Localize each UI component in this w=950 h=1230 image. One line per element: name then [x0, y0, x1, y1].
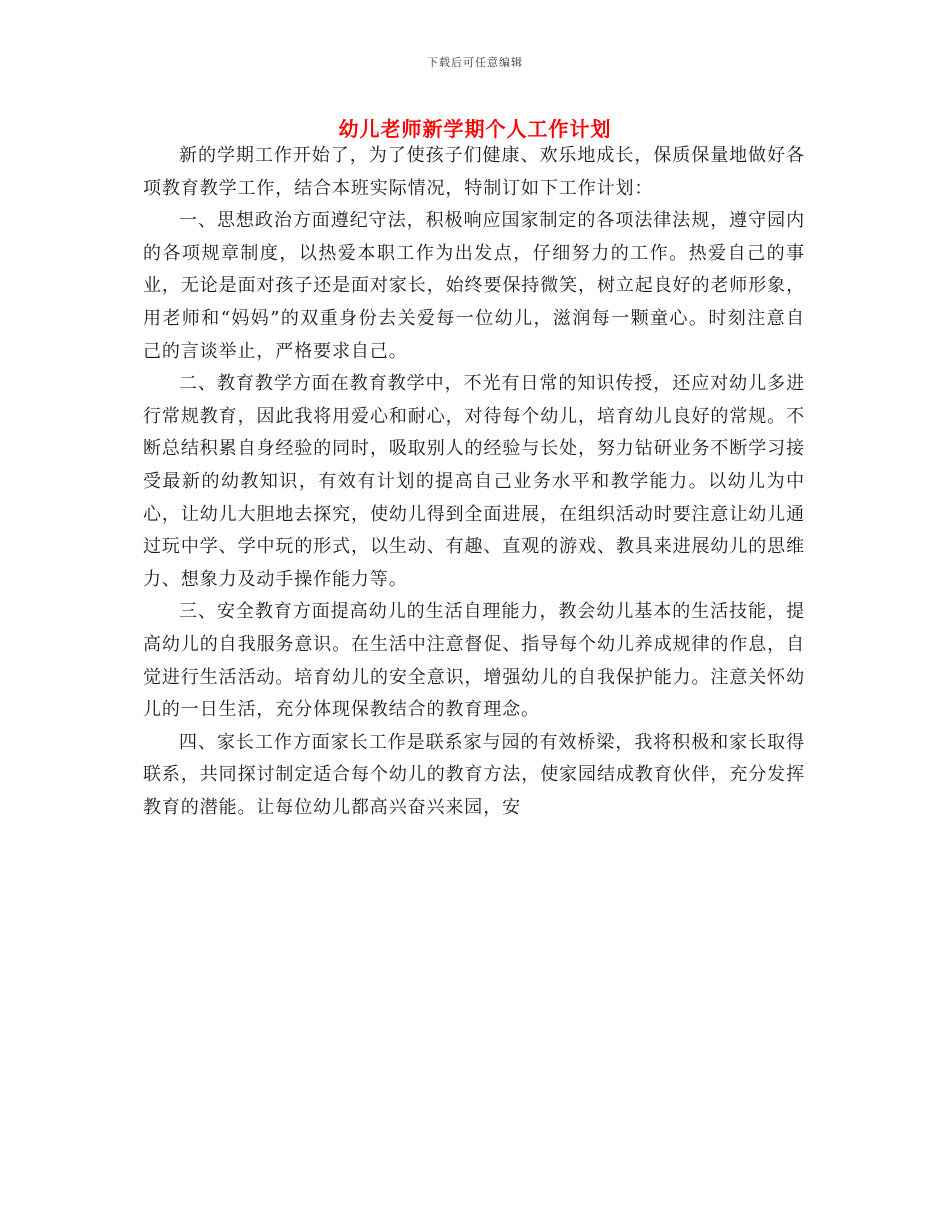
header-note: 下载后可任意编辑: [427, 56, 523, 69]
document-title: 幼儿老师新学期个人工作计划: [338, 117, 612, 141]
paragraph-intro: 新的学期工作开始了，为了使孩子们健康、欢乐地成长，保质保量地做好各项教育教学工作，结合本班实际情况，特制订如下工作计划：: [143, 145, 805, 199]
paragraph-parents: 四、家长工作方面家长工作是联系家与园的有效桥梁，我将积极和家长取得联系，共同探讨制定适合每个幼儿的教育方法，使家园结成教育伙伴，充分发挥教育的潜能。让每位幼儿都高兴奋兴来园，安: [143, 731, 805, 818]
document-body: [143, 140, 805, 824]
paragraph-political: 一、思想政治方面遵纪守法，积极响应国家制定的各项法律法规，遵守园内的各项规章制度，以热爱本职工作为出发点，仔细努力的工作。热爱自己的事业，无论是面对孩子还是面对家长，始终要保持微笑，树立起良好的老师形象，用老师和“妈妈”的双重身份去关爱每一位幼儿，滋润每一颗童心。时刻注意自己的言谈举止，严格要求自己。: [143, 210, 805, 362]
paragraph-teaching: 二、教育教学方面在教育教学中，不光有日常的知识传授，还应对幼儿多进行常规教育，因此我将用爱心和耐心，对待每个幼儿，培育幼儿良好的常规。不断总结积累自身经验的同时，吸取别人的经验与长处，努力钻研业务不断学习接受最新的幼教知识，有效有计划的提高自己业务水平和教学能力。以幼儿为中心，让幼儿大胆地去探究，使幼儿得到全面进展，在组织活动时要注意让幼儿通过玩中学、学中玩的形式，以生动、有趣、直观的游戏、教具来进展幼儿的思维力、想象力及动手操作能力等。: [143, 373, 805, 590]
paragraph-safety: 三、安全教育方面提高幼儿的生活自理能力，教会幼儿基本的生活技能，提高幼儿的自我服务意识。在生活中注意督促、指导每个幼儿养成规律的作息，自觉进行生活活动。培育幼儿的安全意识，增强幼儿的自我保护能力。注意关怀幼儿的一日生活，充分体现保教结合的教育理念。: [143, 601, 805, 721]
